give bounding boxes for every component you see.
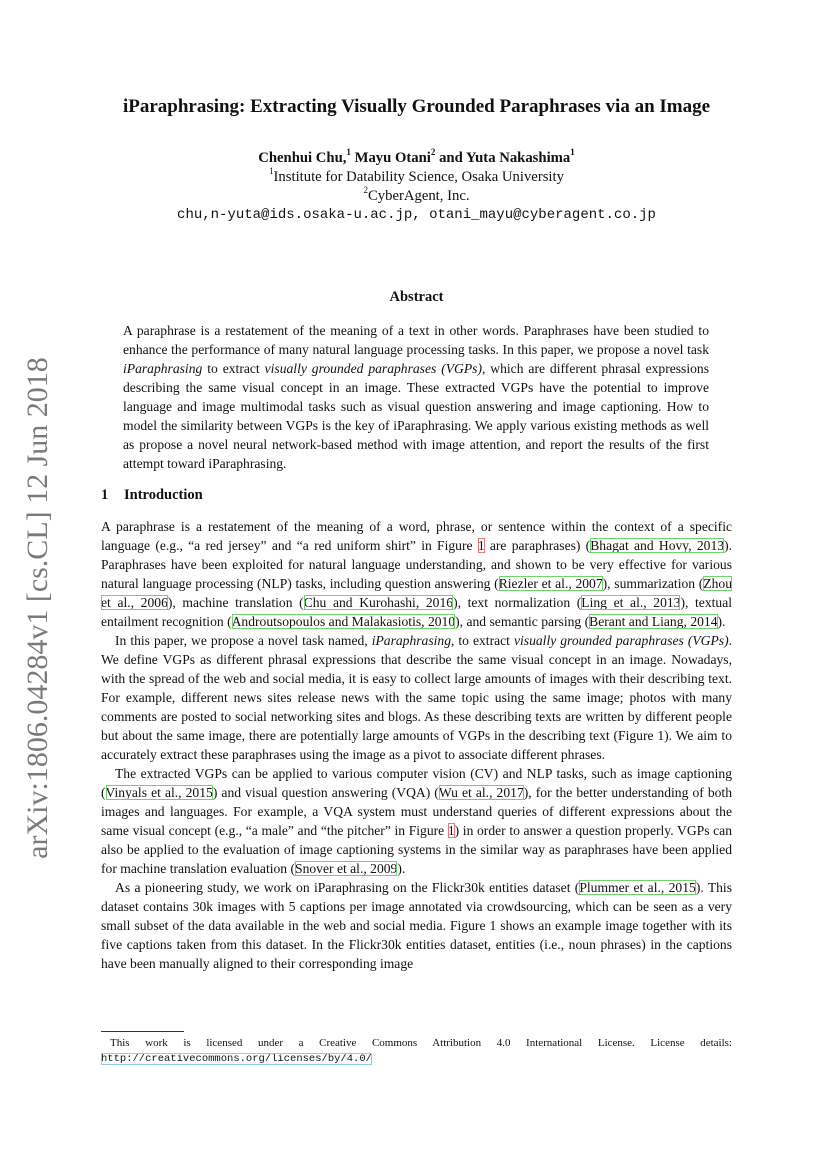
license-url-link[interactable]: http://creativecommons.org/licenses/by/4.0/ [101,1053,372,1065]
citation-link[interactable]: Zhou et al., 2006 [101,576,732,610]
author-name: Mayu Otani [350,150,431,166]
citation-link[interactable]: Berant and Liang, 2014 [589,614,718,629]
author-names [101,149,732,168]
figure-reference-link[interactable]: 1 [477,538,485,553]
abstract-heading: Abstract [389,289,444,305]
citation-link[interactable]: Vinyals et al., 2015 [105,785,213,800]
author-name: Chenhui Chu, [258,150,347,166]
body-text [101,517,732,973]
figure-reference-link[interactable]: 1 [447,823,455,838]
citation-link[interactable]: Ling et al., 2013 [581,595,681,610]
citation-link[interactable]: Wu et al., 2017 [438,785,524,800]
author-name: and Yuta Nakashima [435,150,571,166]
affiliation-marker: 2 [430,147,436,158]
author-block [101,149,732,225]
affiliation-marker: 1 [570,147,575,158]
affiliation-marker: 1 [269,166,274,177]
citation-link[interactable]: Bhagat and Hovy, 2013 [590,538,725,553]
paragraph: The extracted VGPs can be applied to various computer vision (CV) and NLP tasks, such as image captioning (Vinyals et al., 2015) and visual question answering (VQA) (Wu et al., 2017), for the better understanding of both images and languages. For example, a VQA system must understand queries of different expressions about the same visual concept (e.g., “a male” and “the pitcher” in Figure 1) in order to answer a question properly. VGPs can also be applied to the evaluation of image captioning systems in the similar way as paraphrases have been applied for machine translation evaluation (Snover et al., 2009). [101,766,733,876]
section-title: Introduction [124,487,203,503]
license-footnote: This work is licensed under a Creative Commons Attribution 4.0 International License. License details: http://creativecommons.org/licenses/by/4.0/ [101,1037,732,1065]
affiliation-line [101,187,732,206]
citation-link[interactable]: Plummer et al., 2015 [579,880,696,895]
arxiv-identifier: arXiv:1806.04284v1 [cs.CL] 12 Jun 2018 [21,357,54,859]
arxiv-sidebar-stamp [18,357,58,859]
affiliation-name: Institute for Datability Science, Osaka University [273,169,564,185]
citation-link[interactable]: Riezler et al., 2007 [498,576,603,591]
abstract-text: A paraphrase is a restatement of the meaning of a text in other words. Paraphrases have been studied to enhance the performance of many natural language processing tasks. In this paper, we propose a novel task iParaphrasing to extract visually grounded paraphrases (VGPs), which are different phrasal expressions describing the same visual concept in an image. These extracted VGPs have the potential to improve language and image multimodal tasks such as visual question answering and image captioning. How to model the similarity between VGPs is the key of iParaphrasing. We apply various existing methods as well as propose a novel neural network-based method with image attention, and report the results of the first attempt toward iParaphrasing. [123,323,709,471]
citation-link[interactable]: Androutsopoulos and Malakasiotis, 2010 [231,614,456,629]
section-number: 1 [101,487,109,503]
affiliation-line [101,168,732,187]
footnote-rule [101,1031,184,1032]
affiliation-marker: 2 [363,185,368,196]
paragraph: As a pioneering study, we work on iParaphrasing on the Flickr30k entities dataset (Plummer et al., 2015). This dataset contains 30k images with 5 captions per image annotated via crowdsourcing, which can be seen as a very small subset of the data available in the web and social media. Figure 1 shows an example image together with its five captions taken from this dataset. In the Flickr30k entities dataset, entities (i.e., noun phrases) in the captions have been manually aligned to their corresponding image [101,880,732,971]
affiliation-name: CyberAgent, Inc. [367,188,470,204]
paper-title: iParaphrasing: Extracting Visually Grounded Paraphrases via an Image [122,96,711,117]
citation-link[interactable]: Snover et al., 2009 [295,861,398,876]
citation-link[interactable]: Chu and Kurohashi, 2016 [303,595,454,610]
author-emails: chu,n-yuta@ids.osaka-u.ac.jp, otani_mayu@cyberagent.co.jp [177,207,656,223]
section-heading [101,487,732,504]
paragraph: In this paper, we propose a novel task named, iParaphrasing, to extract visually grounded paraphrases (VGPs). We define VGPs as different phrasal expressions that describe the same visual concept in an image. Nowadays, with the spread of the web and social media, it is easy to collect large amounts of images with their describing text. For example, different news sites release news with the same topic using the same image; photos with many comments are posted to social networking sites and blogs. As these describing texts are written by different people but about the same image, there are potentially large amounts of VGPs in the describing text (Figure 1). We aim to accurately extract these paraphrases using the image as a pivot to associate different phrases. [101,633,733,762]
affiliation-marker: 1 [346,147,351,158]
paragraph: A paraphrase is a restatement of the meaning of a word, phrase, or sentence within the context of a specific language (e.g., “a red jersey” and “a red uniform shirt” in Figure 1 are paraphrases) (Bhagat and Hovy, 2013). Paraphrases have been exploited for natural language understanding, and shown to be very effective for various natural language processing (NLP) tasks, including question answering (Riezler et al., 2007), summarization (Zhou et al., 2006), machine translation (Chu and Kurohashi, 2016), text normalization (Ling et al., 2013), textual entailment recognition (Androutsopoulos and Malakasiotis, 2010), and semantic parsing (Berant and Liang, 2014). [101,519,733,629]
